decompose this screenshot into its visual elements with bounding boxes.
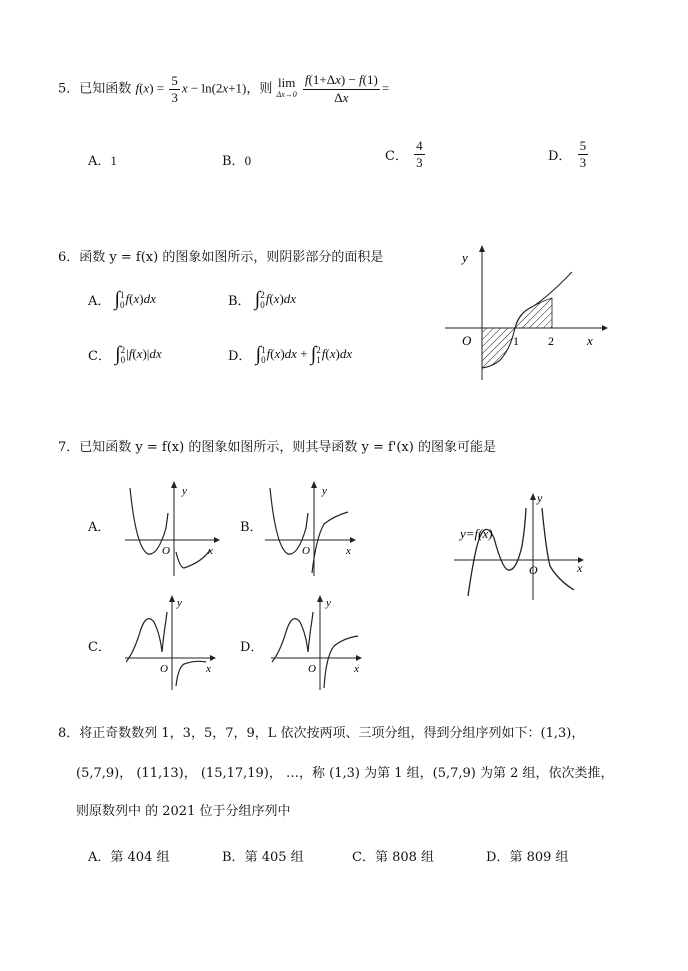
q5-option-c[interactable]: C． $\frac{4}{3}$ [385,138,423,170]
q8-option-b[interactable]: B．第 405 组 [222,850,304,865]
q6-shaded-region-left [482,328,515,368]
svg-text:x: x [354,663,359,675]
q8-option-d[interactable]: D．第 809 组 [486,850,569,865]
q6-shaded-region-right [515,298,552,328]
svg-text:x: x [208,545,213,557]
q7-option-c-graph[interactable] [122,592,222,692]
svg-text:y: y [326,597,331,609]
q6-tick-2: 2 [548,334,554,348]
svg-text:O: O [308,663,316,675]
q7-option-a-graph[interactable] [122,478,222,578]
question-8-line-2: (5,7,9)， (11,13)， (15,17,19)， …，称 (1,3) 为第 1 组，(5,7,9) 为第 2 组，依次类推， [76,766,614,781]
svg-text:O: O [162,545,170,557]
q6-y-label: y [462,250,468,265]
q5-option-d[interactable]: D． $\frac{5}{3}$ [548,138,587,170]
q6-text: 函数 y = f(x) 的图象如图所示，则阴影部分的面积是 [79,250,384,265]
q5-difference-quotient: $\frac{f(1+\Delta x) - f(1)}{\Delta x}$ [304,72,378,105]
q7-text: 已知函数 y = f(x) 的图象如图所示，则其导函数 y = f'(x) 的图象可能是 [79,440,496,455]
q7-option-d-graph[interactable] [268,592,368,692]
q5-fraction-5-3: $\frac{5}{3}$ [171,72,178,105]
q7-option-a-label[interactable]: A． [88,520,111,535]
question-8-line-1: 8．将正奇数数列 1，3，5，7，9，L 依次按两项、三项分组，得到分组序列如下：(1,3)， [58,726,585,741]
svg-text:x: x [206,663,211,675]
q6-origin-label: O [462,333,472,348]
svg-text:O: O [302,545,310,557]
q6-x-label: x [587,333,593,348]
q7-origin-label: O [529,563,538,577]
question-5: 5．已知函数 f(x) = $\frac{5}{3}$ x − ln(2x+1)，则 lim Δx→0 $\frac{f(1+\Delta x) - f(1)}{\Delta x}$ = [58,72,390,105]
svg-text:x: x [346,545,351,557]
q5-number: 5． [58,81,80,97]
svg-text:y: y [322,485,327,497]
q6-option-b[interactable]: B． ∫ 2 0 f(x)dx [228,288,297,310]
q5-option-b[interactable]: B．0 [222,153,252,169]
q7-x-label: x [577,561,583,575]
q5-option-a[interactable]: A．1 [88,153,117,169]
q7-option-b-label[interactable]: B． [240,520,263,535]
svg-text:y: y [182,485,187,497]
q7-curve-label: y=f(x) [460,526,493,541]
svg-text:O: O [160,663,168,675]
q6-tick-1: 1 [513,334,519,348]
q7-function-graph [450,488,590,603]
q7-option-b-graph[interactable] [262,478,362,578]
q6-shaded-area-graph [440,240,620,385]
q5-limit: lim Δx→0 [276,75,297,99]
q6-option-a[interactable]: A． ∫ 1 0 f(x)dx [88,288,156,310]
q6-option-c[interactable]: C． ∫ 2 0 |f(x)|dx [88,343,162,365]
q5-middle: ，则 [246,81,273,97]
q6-option-d[interactable]: D． ∫ 1 0 f(x)dx + ∫ 2 1 f(x)dx [228,343,353,365]
q7-option-c-label[interactable]: C． [88,640,111,655]
q7-y-label: y [537,491,543,505]
q8-option-a[interactable]: A．第 404 组 [88,850,170,865]
question-6: 6．函数 y = f(x) 的图象如图所示，则阴影部分的面积是 [58,250,384,265]
question-7: 7．已知函数 y = f(x) 的图象如图所示，则其导函数 y = f'(x) 的图象可能是 [58,440,496,455]
q7-option-d-label[interactable]: D． [240,640,264,655]
svg-text:y: y [177,597,182,609]
q5-prefix: 已知函数 [79,81,132,97]
question-8-line-3: 则原数列中 的 2021 位于分组序列中 [76,804,291,819]
q5-function-expression: f [135,80,140,96]
q8-option-c[interactable]: C．第 808 组 [352,850,435,865]
